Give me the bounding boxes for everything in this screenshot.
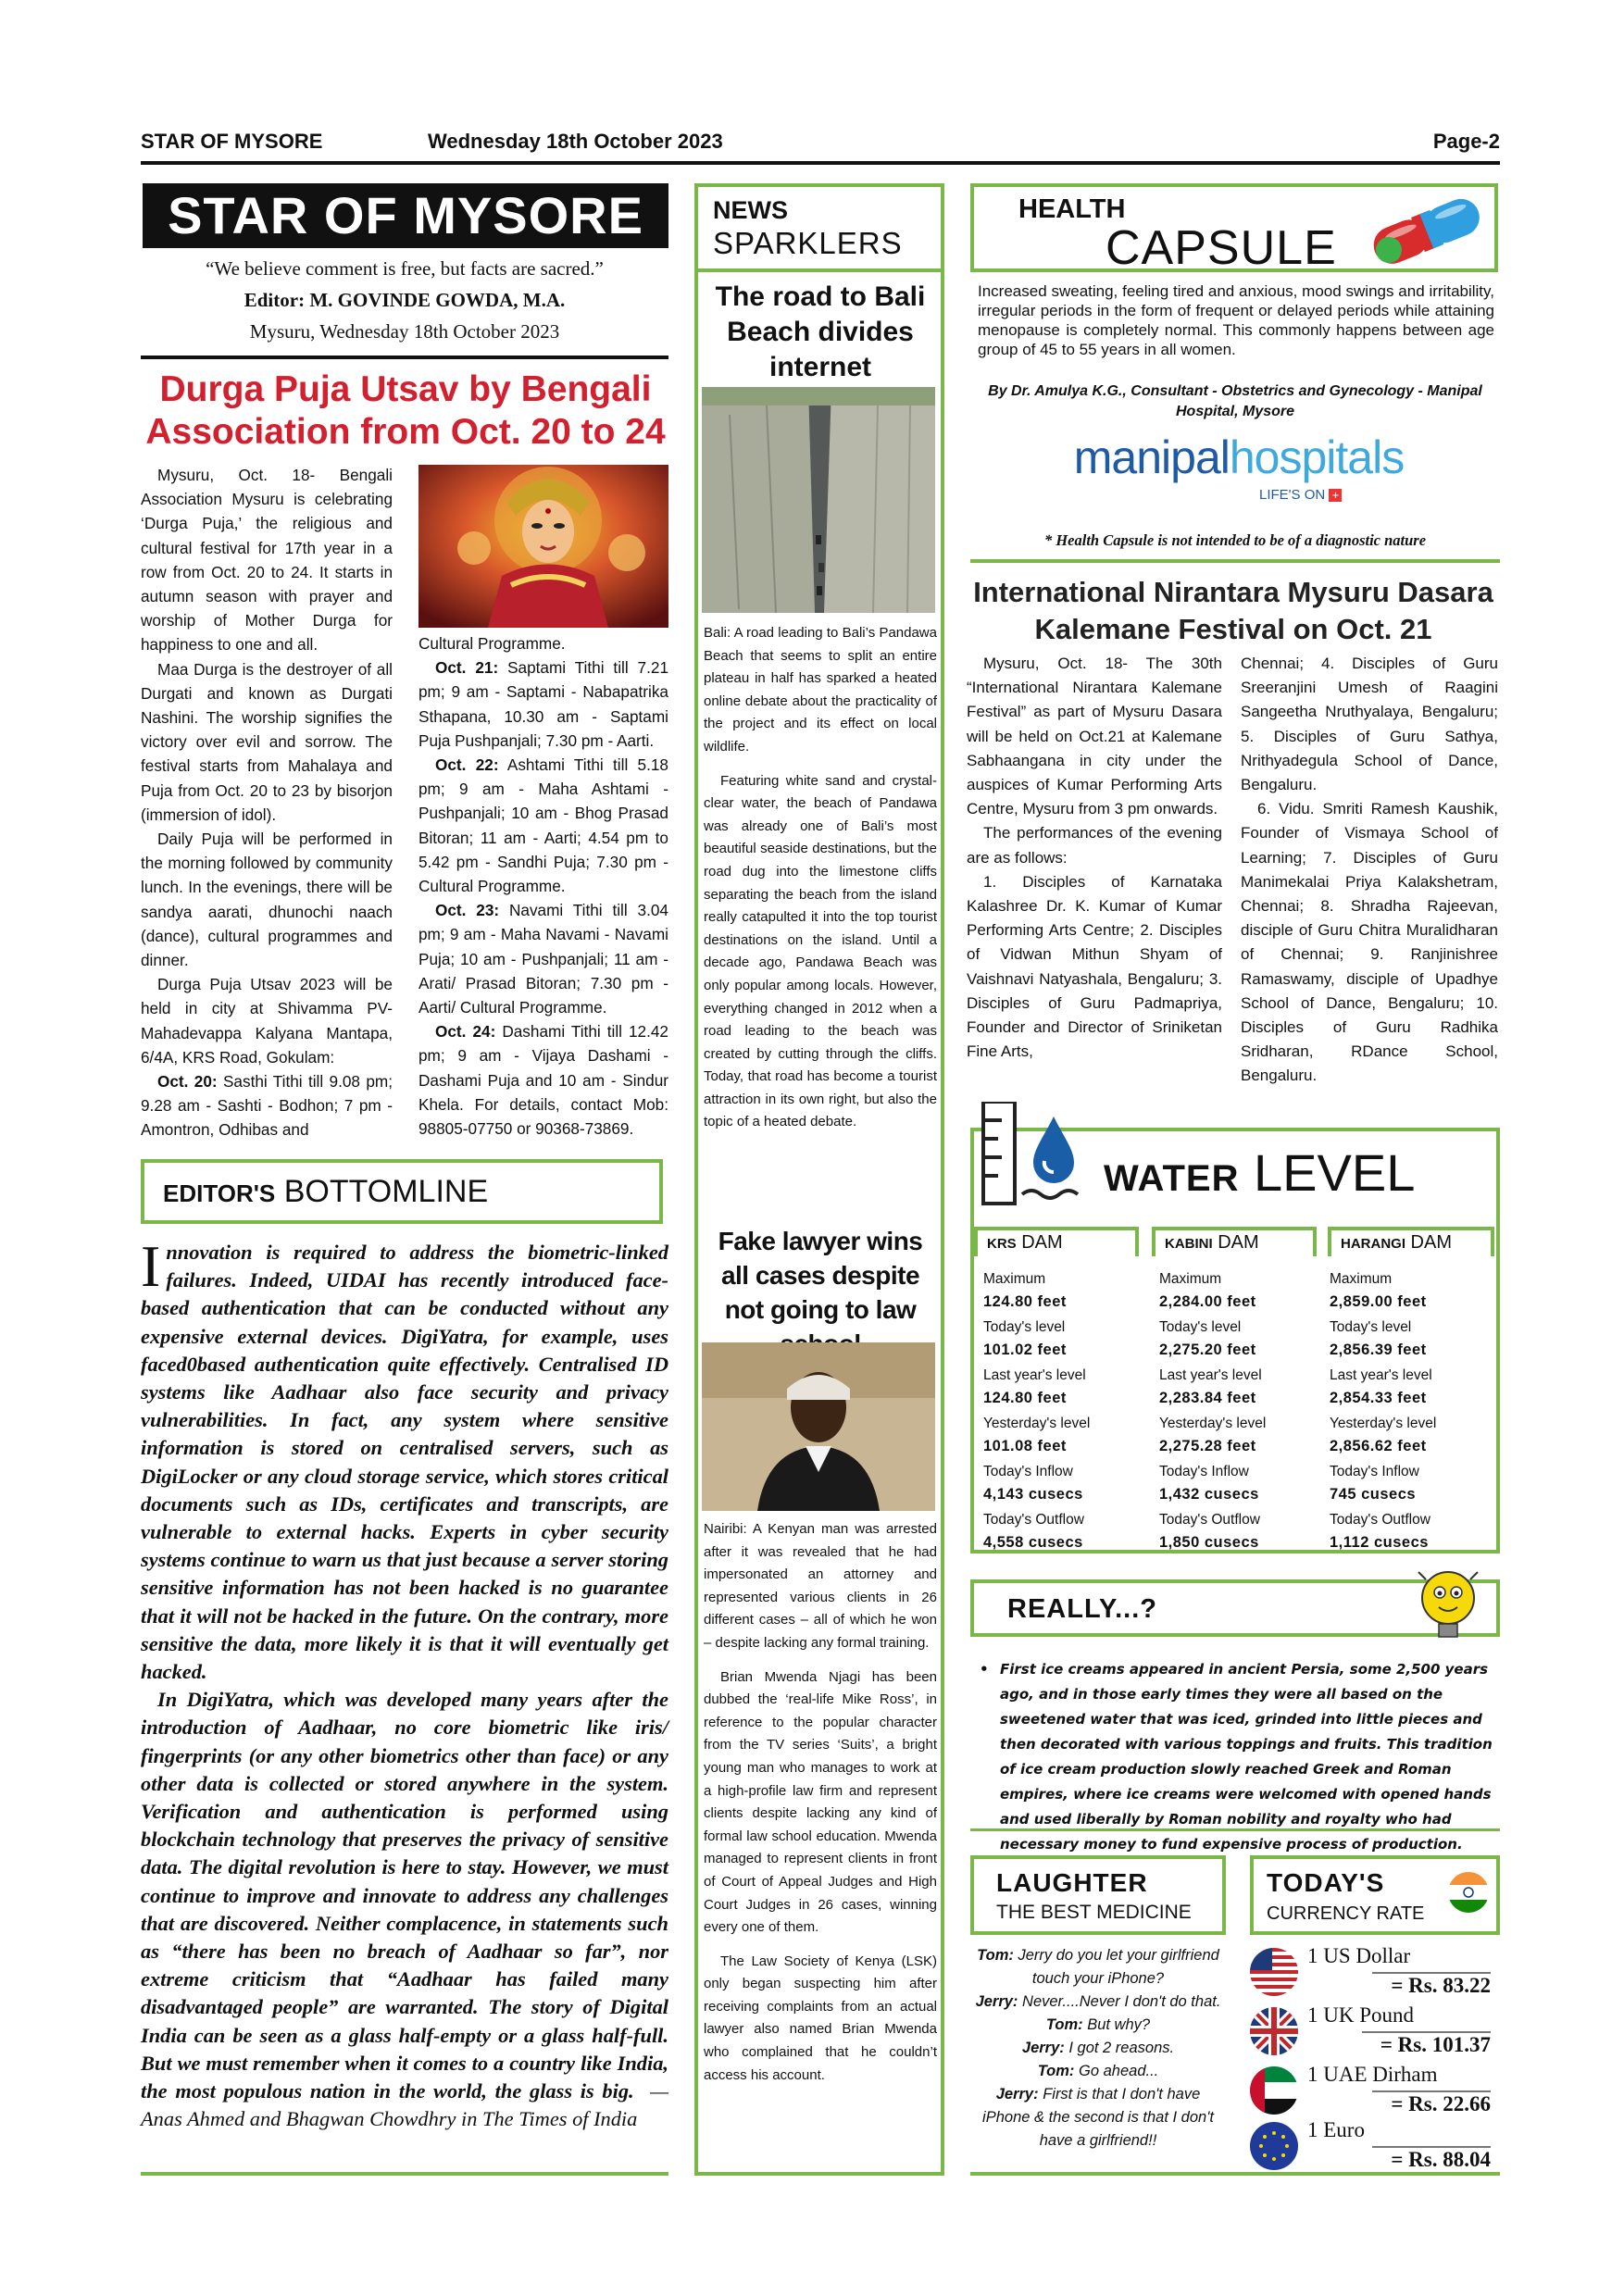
harangi-dam-stats: [1330, 1268, 1436, 1554]
bali-para: Bali: A road leading to Bali’s Pandawa Beach that seems to split an entire plateau in half has sparked a heated online debate about the practicality of the project and its effect on local wildlife.: [704, 625, 937, 755]
capsule-icon: [1352, 191, 1500, 268]
currency-row-usd: [1250, 1944, 1500, 2002]
kabini-yesterday: 2,275.28 feet: [1159, 1438, 1256, 1454]
durga-right-column: [418, 631, 668, 1141]
masthead-rule: [141, 356, 668, 359]
krs-dam-name: DAM: [1016, 1232, 1063, 1253]
durga-para: Durga Puja Utsav 2023 will be held in city at Shivamma PV-Mahadevappa Kalyana Mantapa, 6/4A, KRS Road, Gokulam:: [141, 975, 393, 1067]
durga-headline-line2: Association from Oct. 20 to 24: [145, 412, 666, 452]
currency-row-eur: [1250, 2118, 1500, 2176]
stat-label: Today's level: [1159, 1319, 1242, 1335]
news-sparklers-label-box: [694, 183, 944, 272]
bali-road-illustration: [702, 387, 935, 613]
currency-row-aed: [1250, 2063, 1500, 2120]
us-flag-icon: [1250, 1948, 1298, 1996]
stat-label: Maximum: [983, 1271, 1046, 1287]
stat-label: Today's Inflow: [1159, 1464, 1249, 1479]
line: Never....Never I don't do that.: [1018, 1993, 1221, 2010]
harangi-today: 2,856.39 feet: [1330, 1341, 1427, 1358]
durga-oct22: [418, 753, 668, 898]
stat-label: Last year's level: [1159, 1367, 1262, 1383]
harangi-dam-name: DAM: [1405, 1232, 1452, 1253]
durga-idol-illustration: [418, 465, 668, 628]
dasara-para: The performances of the evening are as follows:: [967, 824, 1222, 867]
dasara-para: Mysuru, Oct. 18- The 30th “International Nirantara Kalemane Festival” as part of Mysuru Dasara will be held on Oct.21 at Kalemane Sabhaangana in city under the auspices of Kumar Performing Arts Centre, Mysuru from 3 pm onwards.: [967, 655, 1222, 818]
oct24-text: Dashami Tithi till 12.42 pm; 9 am - Vijaya Dashami - Dashami Puja and 10 am - Sindur Khela. For details, contact Mob: 98805-07750 or 90368-73869.: [418, 1022, 668, 1139]
editorial-para2-text: In DigiYatra, which was developed many years after the introduction of Aadhaar, no core biometric like iris/ fingerprints (or any other biometrics other than face) or any other data is collected or stored anywhere in the system. Verification and authentication is performed using blockchain technology that preserves the privacy of sensitive data. The digital revolution is here to stay. However, we must continue to improve and innovate to address any challenges that are discovered. Neither complacence, in statements such as “there has been no breach of Aadhaar so far”, nor extreme criticism that “Aadhaar has failed many disadvantaged people” are warranted. The story of Digital India can be seen as a glass half-empty or a glass half-full. But we must remember when it comes to a country like India, the most populous nation in the world, the glass is big.: [141, 1688, 668, 2103]
health-text: Increased sweating, feeling tired and anxious, mood swings and irritability, irregular periods in the form of frequent or delayed periods while attaining menopause is completely normal. This commonly happens between age group of 45 to 55 years in all women.: [978, 282, 1494, 358]
kabini-today: 2,275.20 feet: [1159, 1341, 1256, 1358]
dasara-headline: International Nirantara Mysuru Dasara Kalemane Festival on Oct. 21: [973, 576, 1493, 645]
water-level-label: [1104, 1142, 1415, 1203]
stat-label: Yesterday's level: [1159, 1416, 1267, 1431]
dasara-para: Chennai; 4. Disciples of Guru Sreeranjini Umesh of Raagini Sangeetha Nruthyalaya, Bengaluru; 5. Disciples of Guru Sathya, Nrithyadegula School of Dance, Bengaluru.: [1241, 655, 1498, 794]
water-gauge-icon: [978, 1102, 1089, 1213]
krs-yesterday: 101.08 feet: [983, 1438, 1067, 1454]
currency-row-gbp: [1250, 2003, 1500, 2061]
krs-dam-tab: [974, 1227, 1139, 1256]
water-label-bold: WATER: [1104, 1158, 1240, 1199]
line: Jerry do you let your girlfriend touch your iPhone?: [1013, 1947, 1219, 1987]
currency-value: = Rs. 83.22: [1372, 1972, 1491, 1998]
stat-label: Last year's level: [1330, 1367, 1432, 1383]
laughter-label-rest: THE BEST MEDICINE: [996, 1902, 1192, 1923]
editors-bottomline-label: [163, 1174, 488, 1210]
editorial-text: [141, 1233, 668, 2134]
bali-headline: The road to Bali Beach divides internet: [715, 281, 926, 382]
laughter-label-box: [970, 1855, 1226, 1935]
lawyer-illustration: [702, 1342, 935, 1511]
page-number: Page-2: [1432, 130, 1500, 153]
water-label-rest: LEVEL: [1239, 1143, 1416, 1202]
really-rule: [970, 1828, 1500, 1831]
stat-label: Today's level: [1330, 1319, 1412, 1335]
oct22-text: Ashtami Tithi till 5.18 pm; 9 am - Maha Ashtami - Pushpanjali; 10 am - Bhog Prasad Bitoran; 11 am - Aarti; 4.54 pm to 5.42 pm - Sandhi Puja; 7.30 pm - Cultural Programme.: [418, 755, 668, 896]
speaker: Jerry:: [1021, 2040, 1065, 2056]
dasara-column-1: [967, 652, 1222, 1064]
editors-bottomline-label-box: [141, 1159, 663, 1224]
speaker: Jerry:: [975, 1993, 1018, 2010]
oct22-label: Oct. 22:: [435, 755, 499, 775]
right-bottom-rule: [970, 2172, 1500, 2176]
krs-outflow: 4,558 cusecs: [983, 1534, 1083, 1551]
lawyer-headline: Fake lawyer wins all cases despite not going to law: [718, 1227, 923, 1324]
manipal-logo-b: hospitals: [1229, 431, 1405, 483]
health-capsule-label-box: [970, 183, 1498, 275]
dasara-para: 6. Vidu. Smriti Ramesh Kaushik, Founder of Vismaya School of Learning; 7. Disciples of Guru Manimekalai Priya Kalakshetram, Chennai; 8. Shradha Rajeevan, disciple of Guru Chitra Muralidharan of Chennai; 9. Ranjinishree Ramaswamy, disciple of Upadhye School of Dance, Bengaluru; 10. Disciples of Guru Radhika Sridharan, RDance School, Bengaluru.: [1241, 800, 1498, 1085]
krs-today: 101.02 feet: [983, 1341, 1067, 1358]
news-label-bold: NEWS: [713, 196, 788, 224]
editorial-dropcap: I: [141, 1233, 161, 1299]
kabini-last-year: 2,283.84 feet: [1159, 1390, 1256, 1406]
kabini-dam-name: DAM: [1212, 1232, 1259, 1253]
currency-name: 1 Euro: [1307, 2118, 1365, 2141]
currency-value: = Rs. 22.66: [1372, 2090, 1491, 2116]
health-label-rest: CAPSULE: [1106, 221, 1337, 275]
stat-label: Today's Outflow: [1159, 1512, 1260, 1528]
durga-oct23: [418, 898, 668, 1019]
editorial-para2: [141, 1686, 668, 2133]
health-byline: By Dr. Amulya K.G., Consultant - Obstetrics and Gynecology - Manipal Hospital, Mysore: [988, 383, 1482, 419]
kabini-inflow: 1,432 cusecs: [1159, 1486, 1259, 1503]
currency-value: = Rs. 101.37: [1362, 2031, 1491, 2057]
dasara-column-2: [1241, 652, 1498, 1089]
really-text: [972, 1657, 1502, 1857]
lawyer-para: The Law Society of Kenya (LSK) only began suspecting him after receiving complaints from an actual lawyer also named Brian Mwenda who complained that he couldn’t access his account.: [704, 1953, 937, 2083]
currency-label-box: [1250, 1855, 1500, 1935]
durga-oct21: [418, 655, 668, 753]
oct24-label: Oct. 24:: [435, 1022, 496, 1042]
durga-headline: [141, 368, 670, 454]
dateline: Mysuru, Wednesday 18th October 2023: [249, 320, 560, 343]
news-sparklers-bottom-rule: [694, 2172, 944, 2176]
krs-inflow: 4,143 cusecs: [983, 1486, 1083, 1503]
bali-story: [704, 622, 937, 1145]
speaker: Jerry:: [995, 2086, 1039, 2103]
krs-dam-stats: [983, 1268, 1090, 1554]
currency-label-rest: CURRENCY RATE: [1267, 1903, 1425, 1924]
stat-label: Today's Inflow: [1330, 1464, 1419, 1479]
lawyer-photo: [702, 1342, 935, 1511]
uae-flag-icon: [1250, 2066, 1298, 2115]
harangi-inflow: 745 cusecs: [1330, 1486, 1417, 1503]
bali-road-photo: [702, 387, 935, 613]
editorial-credit: — Anas Ahmed and Bhagwan Chowdhry in The Times of India: [141, 2079, 668, 2131]
stat-label: Today's Inflow: [983, 1464, 1073, 1479]
stat-label: Today's level: [983, 1319, 1066, 1335]
health-label-bold: HEALTH: [1018, 194, 1126, 224]
manipal-logo-a: manipal: [1073, 431, 1230, 483]
durga-para: Daily Puja will be performed in the morning followed by community lunch. In the evenings, there will be sandya aarati, dhunochi naach (dance), cultural programmes and dinner.: [141, 830, 393, 970]
oct20-text: Sasthi Tithi till 9.08 pm; 9.28 am - Sashti - Bodhon; 7 pm - Amontron, Odhibas and: [141, 1072, 393, 1140]
health-rule: [970, 559, 1500, 563]
durga-right-lead: Cultural Programme.: [418, 634, 566, 653]
harangi-dam-name-bold: HARANGI: [1341, 1236, 1405, 1252]
durga-para: Mysuru, Oct. 18- Bengali Association Mysuru is celebrating ‘Durga Puja,’ the religious and cultural festival for 17th year in a row from Oct. 20 to 24. It starts in autumn season with prayer and worship of Mother Durga for happiness to one and all.: [141, 466, 393, 655]
india-flag-icon: [1446, 1870, 1491, 1915]
durga-para: Maa Durga is the destroyer of all Durgati and known as Durgati Nashini. The worship signifies the victory over evil and sorrow. The festival starts from Mahalaya and Puja from Oct. 20 to 23 by bisorjon (immersion of idol).: [141, 659, 393, 824]
laughter-label-bold: LAUGHTER: [996, 1868, 1148, 1897]
editor-line: Editor: M. GOVINDE GOWDA, M.A.: [244, 289, 566, 311]
oct21-label: Oct. 21:: [435, 658, 499, 678]
durga-headline-line1: Durga Puja Utsav by Bengali: [159, 369, 652, 409]
harangi-yesterday: 2,856.62 feet: [1330, 1438, 1427, 1454]
harangi-dam-tab: [1328, 1227, 1494, 1256]
header-rule: [141, 161, 1500, 165]
durga-oct24: [418, 1019, 668, 1141]
masthead-logo: STAR OF MYSORE: [143, 183, 668, 248]
kabini-dam-stats: [1159, 1268, 1266, 1554]
line: Go ahead...: [1074, 2063, 1159, 2079]
line: I got 2 reasons.: [1064, 2040, 1175, 2056]
plus-icon: +: [1329, 489, 1342, 502]
really-label: REALLY...?: [1007, 1594, 1158, 1624]
bullet-icon: •: [980, 1661, 989, 1678]
laughter-joke: [970, 1944, 1226, 2152]
speaker: Tom:: [977, 1947, 1014, 1964]
speaker: Tom:: [1045, 2016, 1083, 2033]
line: But why?: [1082, 2016, 1151, 2033]
oct20-label: Oct. 20:: [157, 1072, 218, 1092]
currency-name: 1 UAE Dirham: [1307, 2063, 1438, 2086]
lightbulb-icon: [1411, 1563, 1485, 1644]
stat-label: Maximum: [1159, 1271, 1222, 1287]
currency-name: 1 US Dollar: [1307, 1944, 1411, 1967]
stat-label: Yesterday's level: [983, 1416, 1091, 1431]
stat-label: Today's Outflow: [983, 1512, 1084, 1528]
harangi-outflow: 1,112 cusecs: [1330, 1534, 1429, 1551]
stat-label: Last year's level: [983, 1367, 1086, 1383]
paper-name: STAR OF MYSORE: [141, 130, 323, 153]
kabini-dam-name-bold: KABINI: [1165, 1236, 1213, 1252]
currency-name: 1 UK Pound: [1307, 2003, 1415, 2027]
news-label-rest: SPARKLERS: [713, 226, 903, 260]
speaker: Tom:: [1037, 2063, 1075, 2079]
line: First is that I don't have iPhone & the second is that I don't have a girlfriend!!: [982, 2086, 1214, 2149]
manipal-tagline-text: LIFE'S ON: [1259, 487, 1326, 503]
health-disclaimer: * Health Capsule is not intended to be of a diagnostic nature: [1043, 531, 1427, 549]
lawyer-story: [704, 1518, 937, 2098]
oct23-text: Navami Tithi till 3.04 pm; 9 am - Maha Navami - Navami Puja; 10 am - Pushpanjali; 11 am - Arati/ Prasad Bitoran; 7.30 pm - Aarti/ Cultural Programme.: [418, 901, 668, 1017]
editors-label-rest: BOTTOMLINE: [275, 1174, 489, 1209]
stat-label: Today's Outflow: [1330, 1512, 1430, 1528]
harangi-maximum: 2,859.00 feet: [1330, 1293, 1427, 1310]
kabini-outflow: 1,850 cusecs: [1159, 1534, 1259, 1551]
stat-label: Maximum: [1330, 1271, 1393, 1287]
manipal-logo: [1044, 431, 1433, 483]
currency-label-bold: TODAY'S: [1267, 1868, 1385, 1897]
stat-label: Yesterday's level: [1330, 1416, 1437, 1431]
harangi-last-year: 2,854.33 feet: [1330, 1390, 1427, 1406]
manipal-tagline: [1259, 487, 1342, 503]
uk-flag-icon: [1250, 2007, 1298, 2055]
lawyer-para: Brian Mwenda Njagi has been dubbed the ‘real-life Mike Ross’, in reference to the popular character from the TV series ‘Suits’, a bright young man who manages to work at a high-profile law firm and represent clients despite lacking any kind of formal law school education. Mwenda managed to represent clients in front of Court of Appeal Judges and High Court Judges in 26 cases, winning every one of them.: [704, 1668, 937, 1936]
left-bottom-rule: [141, 2172, 668, 2176]
really-fact: First ice creams appeared in ancient Persia, some 2,500 years ago, and in those early times they were all based on the sweetened water that was iced, grinded into little pieces and then decorated with various toppings and fruits. This tradition of ice cream production slowly reached Greek and Roman empires, where ice creams were welcomed with opened hands and used liberally by Roman nobility and royalty who had necessary money to fund expensive process of production.: [1000, 1661, 1493, 1853]
durga-left-column: [141, 463, 393, 1142]
krs-last-year: 124.80 feet: [983, 1390, 1067, 1406]
page-header: [141, 130, 1500, 163]
dasara-para: 1. Disciples of Karnataka Kalashree Dr. K. Kumar of Kumar Performing Arts Centre; 2. Disciples of Vidwan Mithun Shyam of Vaishnavi Natyashala, Bengaluru; 3. Disciples of Guru Padmapriya, Founder and Director of Sriniketan Fine Arts,: [967, 872, 1222, 1061]
kabini-dam-tab: [1152, 1227, 1317, 1256]
motto: “We believe comment is free, but facts are sacred.”: [206, 257, 604, 280]
durga-idol-photo: [418, 465, 668, 628]
bali-para: Featuring white sand and crystal-clear water, the beach of Pandawa was already one of Bali’s most beautiful seaside destinations, but the road dug into the limestone cliffs separating the beach from the island really catapulted it into the top tourist destinations on the island. Until a decade ago, Pandawa Beach was only popular among locals. However, everything changed in 2012 when a road leading to the beach was created by cutting through the cliffs. Today, that road has become a tourist attraction in its own right, but also the topic of a heated debate.: [704, 772, 937, 1130]
krs-maximum: 124.80 feet: [983, 1293, 1067, 1310]
header-date: Wednesday 18th October 2023: [428, 130, 723, 153]
lawyer-para: Nairibi: A Kenyan man was arrested after it was revealed that he had impersonated an attorney and represented various clients in 26 different cases – all of which he won – despite lacking any formal training.: [704, 1521, 937, 1651]
durga-para-oct20: [141, 1069, 393, 1142]
eu-flag-icon: [1250, 2122, 1298, 2170]
oct23-label: Oct. 23:: [435, 901, 500, 920]
oct21-text: Saptami Tithi till 7.21 pm; 9 am - Saptami - Nabapatrika Sthapana, 10.30 am - Saptami Puja Pushpanjali; 7.30 pm - Aarti.: [418, 658, 669, 750]
kabini-maximum: 2,284.00 feet: [1159, 1293, 1256, 1310]
editors-label-bold: EDITOR'S: [163, 1179, 276, 1207]
currency-value: = Rs. 88.04: [1372, 2146, 1491, 2172]
editorial-para1: nnovation is required to address the biometric-linked failures. Indeed, UIDAI has recently introduced face-based authentication that can be conducted without any expensive external devices. DigiYatra, for example, uses faced0based authentication quite effectively. Centralised ID systems like Aadhaar also face security and privacy vulnerabilities. In fact, any system where sensitive information is stored on centralised servers, such as DigiLocker or any cloud storage service, which stores critical documents such as IDs, certificates and transcripts, are vulnerable to external hacks. Experts in cyber security systems continue to warn us that just because a server storing sensitive information has not been hacked is no guarantee that it will not be hacked in the future. On the contrary, more sensitive the data, more likely it is that it will eventually get hacked.: [141, 1241, 668, 1684]
krs-dam-name-bold: KRS: [987, 1236, 1017, 1252]
